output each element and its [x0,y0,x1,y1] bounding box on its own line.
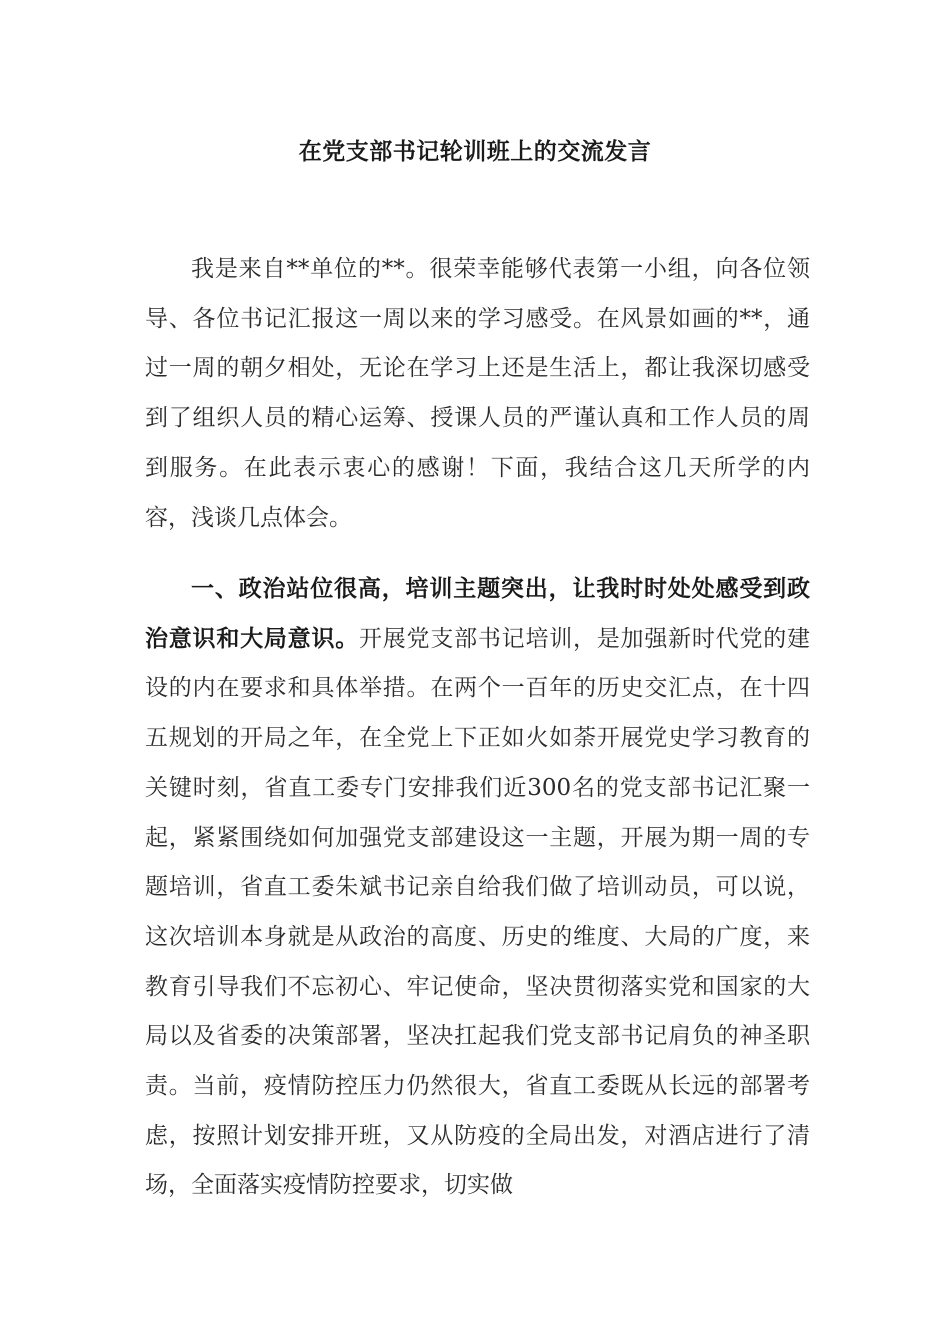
paragraph-section-one [145,565,810,1211]
section-one-heading: 一、政治站位很高，培训主题突出，让我时时处处感受到政治意识和大局意识。 [145,576,810,652]
paragraph-section-one-text: 开展党支部书记培训，是加强新时代党的建设的内在要求和具体举措。在两个一百年的历史交汇点，在十四五规划的开局之年，在全党上下正如火如荼开展党史学习教育的关键时刻，省直工委专门安排我们近300名的党支部书记汇聚一起，紧紧围绕如何加强党支部建设这一主题，开展为期一周的专题培训，省直工委朱斌书记亲自给我们做了培训动员，可以说，这次培训本身就是从政治的高度、历史的维度、大局的广度，来教育引导我们不忘初心、牢记使命，坚决贯彻落实党和国家的大局以及省委的决策部署，坚决扛起我们党支部书记肩负的神圣职责。当前，疫情防控压力仍然很大，省直工委既从长远的部署考虑，按照计划安排开班，又从防疫的全局出发，对酒店进行了清场，全面落实疫情防控要求，切实做 [145,625,811,1199]
paragraph-intro-text: 我是来自**单位的**。很荣幸能够代表第一小组，向各位领导、各位书记汇报这一周以来的学习感受。在风景如画的**，通过一周的朝夕相处，无论在学习上还是生活上，都让我深切感受到了组织人员的精心运筹、授课人员的严谨认真和工作人员的周到服务。在此表示衷心的感谢！下面，我结合这几天所学的内容，浅谈几点体会。 [145,256,810,531]
paragraph-intro [145,245,810,543]
document-title: 在党支部书记轮训班上的交流发言 [298,139,652,165]
